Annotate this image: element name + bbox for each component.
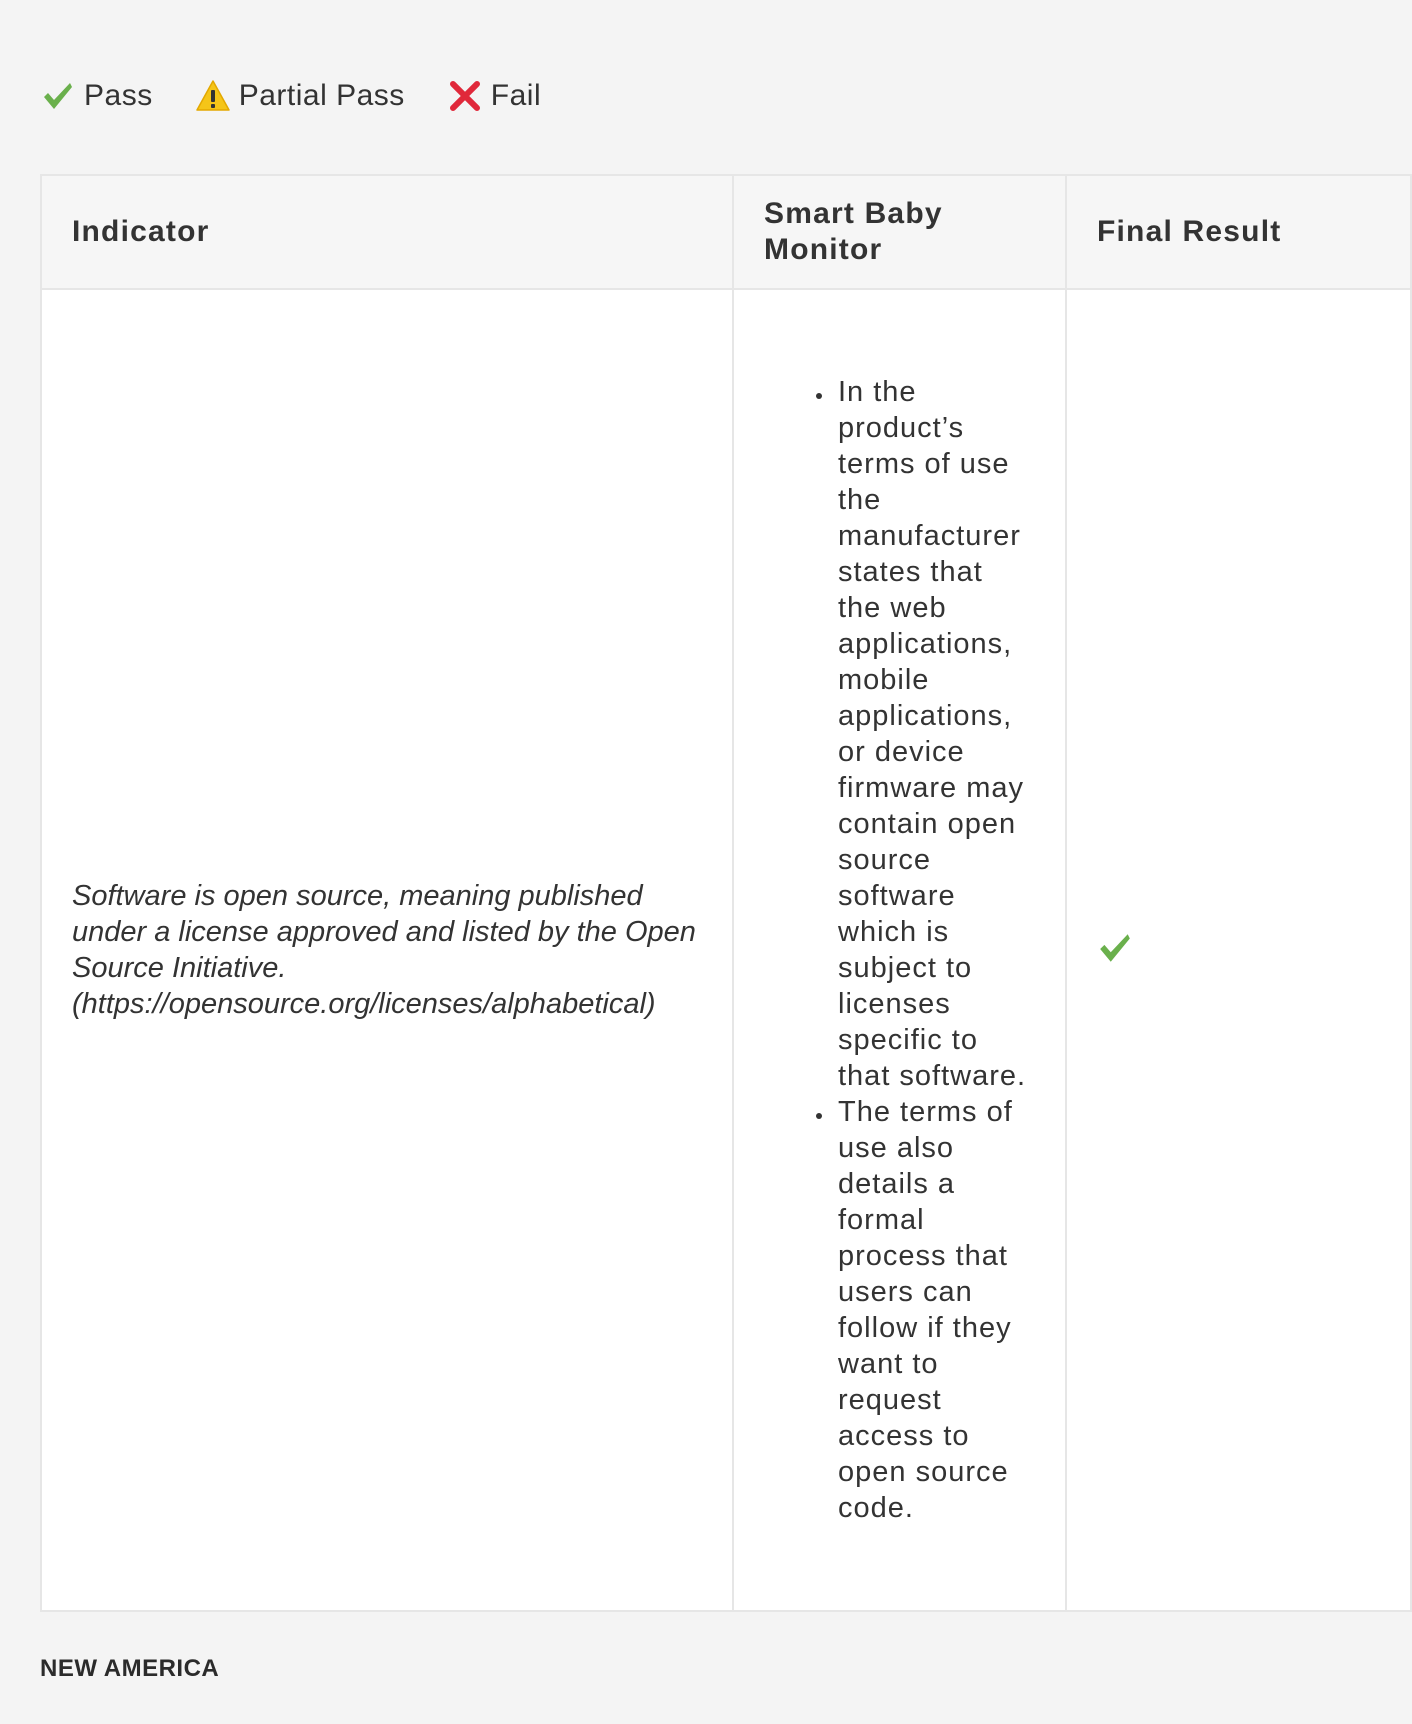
column-header-indicator: Indicator <box>41 175 733 289</box>
result-cell <box>1066 289 1411 1611</box>
table-row <box>41 289 1411 1611</box>
new-america-logo[interactable]: NEW AMERICA <box>40 1655 220 1682</box>
warning-icon <box>195 78 231 114</box>
results-table-container[interactable] <box>40 174 1282 1616</box>
cross-mark-icon <box>447 78 483 114</box>
check-mark-icon <box>40 78 76 114</box>
legend <box>40 72 583 120</box>
list-item: • The terms of use also details a formal process that users can follow if they want to request access to open source code. <box>834 1094 1035 1526</box>
list-item: • In the product’s terms of use the manufacturer states that the web applications, mobile applications, or device firmware may contain open source software which is subject to licenses specific to that software. <box>834 374 1035 1094</box>
table-header-row <box>41 175 1411 289</box>
device-notes-list <box>764 374 1035 1526</box>
legend-item-partial-pass <box>195 78 405 114</box>
check-mark-icon <box>1097 953 1133 970</box>
device-notes-cell <box>733 289 1066 1611</box>
legend-item-fail <box>447 78 541 114</box>
legend-label-pass: Pass <box>84 79 153 112</box>
column-header-device: Smart Baby Monitor <box>733 175 1066 289</box>
legend-item-pass <box>40 78 153 114</box>
indicator-cell <box>41 289 733 1611</box>
results-table <box>40 174 1412 1612</box>
column-header-result: Final Result <box>1066 175 1411 289</box>
legend-label-partial-pass: Partial Pass <box>238 79 405 112</box>
legend-label-fail: Fail <box>490 79 542 112</box>
indicator-text: Software is open source, meaning published under a license approved and listed by the Open Source Initiative. (https://opensource.org/licenses/alphabetical) <box>72 880 696 1020</box>
